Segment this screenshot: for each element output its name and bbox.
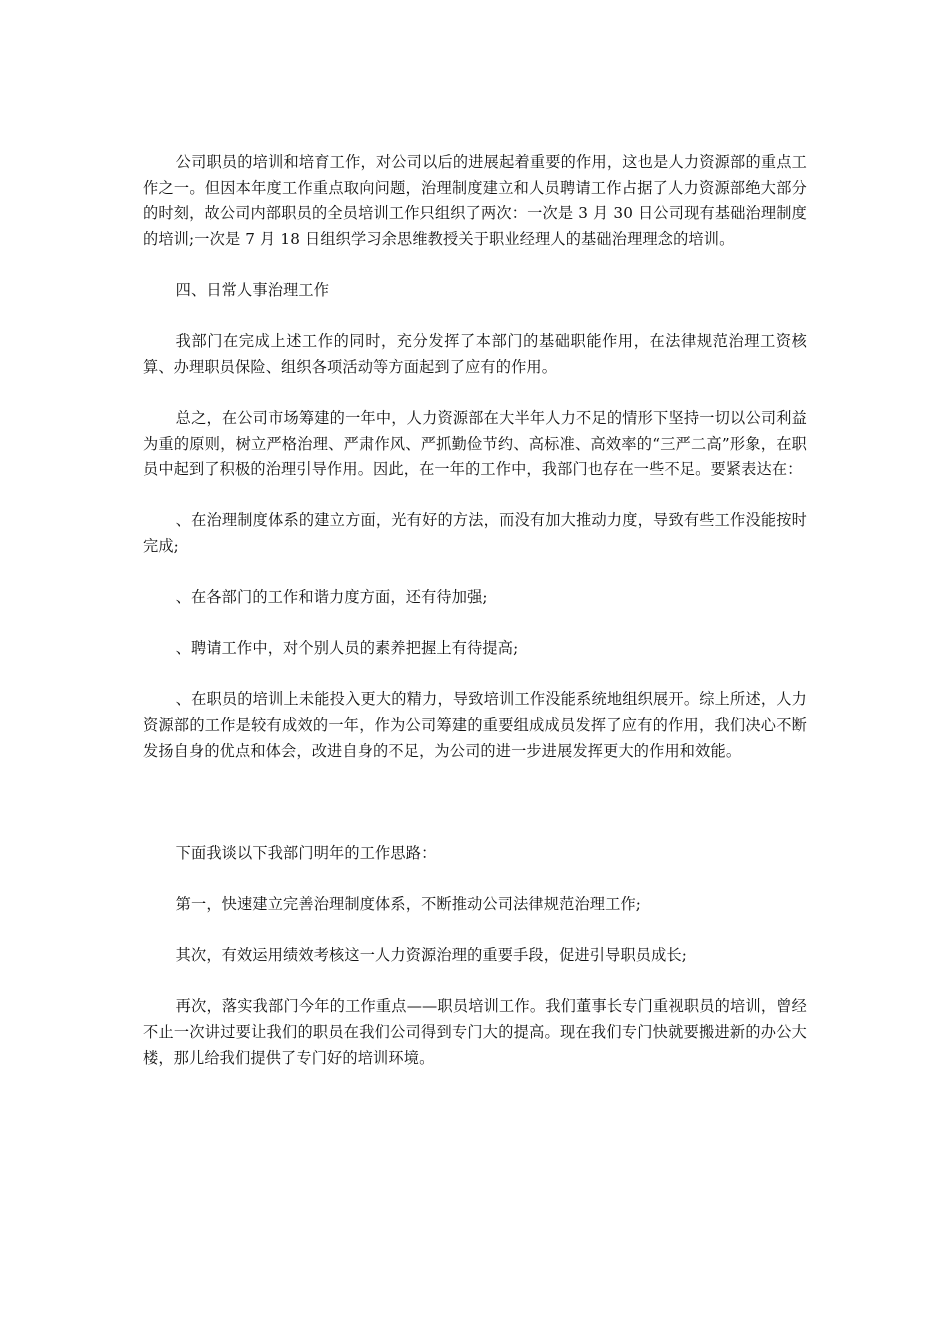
paragraph-basic-functions: 我部门在完成上述工作的同时，充分发挥了本部门的基础职能作用，在法律规范治理工资核算、办理职员保险、组织各项活动等方面起到了应有的作用。	[143, 332, 807, 376]
paragraph-next-year-intro: 下面我谈以下我部门明年的工作思路：	[175, 843, 437, 862]
list-item-shortcoming-2: 、在各部门的工作和谐力度方面，还有待加强;	[175, 588, 488, 607]
list-item-shortcoming-3: 、聘请工作中，对个别人员的素养把握上有待提高;	[175, 639, 519, 658]
paragraph-plan-third: 再次，落实我部门今年的工作重点——职员培训工作。我们董事长专门重视职员的培训，曾经不止一次讲过要让我们的职员在我们公司得到专门大的提高。现在我们专门快就要搬进新的办公大楼，那儿给我们提供了专门好的培训环境。	[143, 997, 807, 1067]
section-gap	[143, 790, 807, 841]
document-body	[143, 150, 807, 1097]
paragraph-training: 公司职员的培训和培育工作，对公司以后的进展起着重要的作用，这也是人力资源部的重点工作之一。但因本年度工作重点取向问题，治理制度建立和人员聘请工作占据了人力资源部绝大部分的时刻，故公司内部职员的全员培训工作只组织了两次：一次是 3 月 30 日公司现有基础治理制度的培训;一次是 7 月 18 日组织学习余思维教授关于职业经理人的基础治理理念的培训。	[143, 153, 807, 248]
paragraph-plan-second: 其次，有效运用绩效考核这一人力资源治理的重要手段，促进引导职员成长;	[175, 946, 688, 965]
section-heading-daily-hr: 四、日常人事治理工作	[175, 280, 330, 299]
list-item-shortcoming-4: 、在职员的培训上未能投入更大的精力，导致培训工作没能系统地组织展开。综上所述，人力资源部的工作是较有成效的一年，作为公司筹建的重要组成成员发挥了应有的作用，我们决心不断发扬自身的优点和体会，改进自身的不足，为公司的进一步进展发挥更大的作用和效能。	[143, 690, 807, 760]
list-item-shortcoming-1: 、在治理制度体系的建立方面，光有好的方法，而没有加大推动力度，导致有些工作没能按时完成;	[143, 511, 807, 555]
paragraph-plan-first: 第一，快速建立完善治理制度体系，不断推动公司法律规范治理工作;	[175, 895, 642, 914]
paragraph-summary: 总之，在公司市场筹建的一年中，人力资源部在大半年人力不足的情形下坚持一切以公司利益为重的原则，树立严格治理、严肃作风、严抓勤俭节约、高标准、高效率的“三严二高”形象，在职员中起到了积极的治理引导作用。因此，在一年的工作中，我部门也存在一些不足。要紧表达在：	[143, 408, 807, 479]
